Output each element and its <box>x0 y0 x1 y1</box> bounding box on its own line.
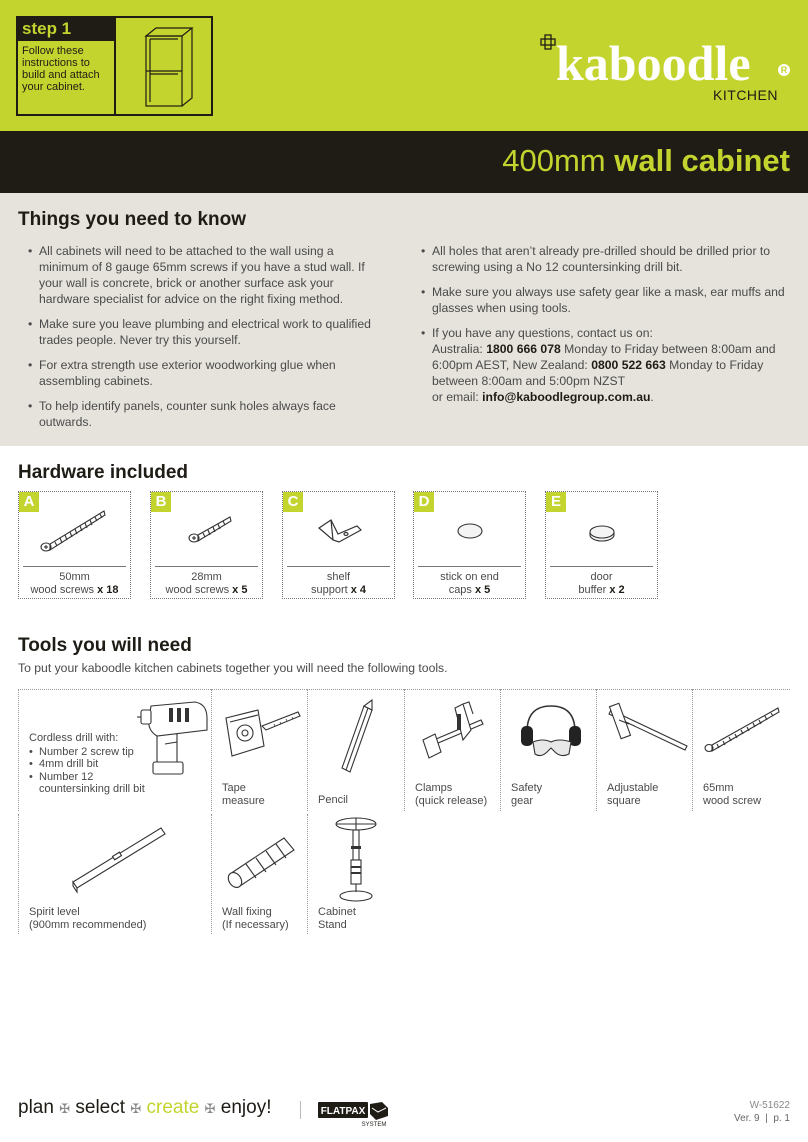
tool-label-line1: 65mm <box>703 782 734 794</box>
tool-label <box>415 782 487 807</box>
divider <box>550 566 653 567</box>
tool-label-line1: Safety <box>511 782 543 794</box>
divider <box>155 566 258 567</box>
hardware-item-a <box>18 491 131 599</box>
hardware-letter: A <box>19 492 39 512</box>
tool-wall-fixing <box>211 814 307 934</box>
hardware-type: caps <box>448 583 472 596</box>
nz-phone: 0800 522 663 <box>591 358 666 372</box>
hardware-item-c <box>282 491 395 599</box>
tool-tape-measure <box>211 689 307 811</box>
wall-plug-icon <box>222 826 302 888</box>
title-band <box>0 131 808 193</box>
hardware-type: wood screws <box>30 583 95 596</box>
tool-label-line1: Clamps <box>415 782 453 794</box>
slogan <box>18 1097 271 1119</box>
hardware-label <box>151 571 262 596</box>
flatpax-text: FLATPAX <box>320 1106 366 1117</box>
slogan-create: create <box>146 1097 200 1118</box>
tool-label-line2: square <box>607 794 641 807</box>
drill-bit-number: • Number 12 <box>39 770 94 783</box>
hardware-qty: x 2 <box>609 583 625 596</box>
safety-gear-icon <box>513 702 589 762</box>
clamp-icon <box>415 700 495 762</box>
hardware-qty: x 5 <box>475 583 491 596</box>
cordless-drill-icon <box>137 694 213 776</box>
divider <box>418 566 521 567</box>
tool-label <box>703 782 761 807</box>
hardware-label <box>19 571 130 596</box>
title-size: 400mm <box>502 143 606 178</box>
hardware-title: Hardware included <box>18 462 188 483</box>
version: Ver. 9 <box>734 1113 760 1124</box>
tool-label-line1: Cabinet <box>318 906 356 918</box>
contact-au-prefix: Australia: <box>432 342 487 356</box>
list-item: • For extra strength use exterior woodworking glue when assembling cabinets. <box>25 357 385 389</box>
know-left-list <box>25 243 385 439</box>
list-item: • All cabinets will need to be attached to the wall using a minimum of 8 gauge 65mm screws if you have a stud wall. If your wall is concrete, brick or another surface ask your hardware specialist for advice on the right fixing method. <box>25 243 385 307</box>
step-box <box>16 16 213 116</box>
hardware-name: stick on end <box>440 571 499 583</box>
tool-wood-screw <box>692 689 790 811</box>
cabinet-stand-icon <box>332 816 382 904</box>
know-right-list <box>418 243 790 414</box>
hardware-item-d <box>413 491 526 599</box>
cross-icon: ✠ <box>59 1101 71 1116</box>
tool-pencil <box>307 689 404 811</box>
tool-safety-gear <box>500 689 596 811</box>
tool-label <box>511 782 542 807</box>
hardware-label <box>546 571 657 596</box>
contact-email-prefix: or email: <box>432 390 483 404</box>
tool-label-line1: Adjustable <box>607 782 659 794</box>
tool-label-line2: gear <box>511 794 534 807</box>
logo-wordmark: kaboodle <box>556 35 751 91</box>
page-title <box>502 143 790 179</box>
drill-heading: Cordless drill with: <box>29 732 119 744</box>
drill-label <box>29 732 145 796</box>
contact-intro: If you have any questions, contact us on: <box>432 326 653 340</box>
cross-icon: ✠ <box>130 1101 142 1116</box>
contact-email[interactable]: info@kaboodlegroup.com.au <box>482 390 651 404</box>
slogan-select: select <box>75 1097 126 1118</box>
logo-subtitle: KITCHEN <box>713 87 778 103</box>
drill-bit-type: countersinking drill bit <box>39 783 145 795</box>
hardware-letter: E <box>546 492 566 512</box>
registered-mark-icon: R <box>778 64 790 76</box>
tool-label <box>222 906 289 931</box>
spirit-level-icon <box>69 822 169 894</box>
hardware-label <box>283 571 394 596</box>
tool-spirit-level <box>18 814 211 934</box>
wood-screw-icon <box>699 704 785 758</box>
tool-label-line2: Pencil <box>318 794 348 806</box>
hardware-qty: x 18 <box>97 583 119 596</box>
tool-label <box>222 782 265 807</box>
pencil-icon <box>332 698 382 774</box>
adjustable-square-icon <box>603 700 689 756</box>
contact-nz-hours: Monday to Friday between 8:00am and 5:00pm NZST <box>432 358 764 388</box>
list-item: • Number 2 screw tip <box>29 746 145 759</box>
tool-label-line2: (If necessary) <box>222 918 289 931</box>
hardware-letter: B <box>151 492 171 512</box>
tool-label-line2: wood screw <box>703 794 762 807</box>
drill-accessories-list <box>29 746 145 796</box>
tools-intro: To put your kaboodle kitchen cabinets together you will need the following tools. <box>18 661 448 675</box>
tool-label <box>318 906 356 931</box>
tool-label-line1: Spirit level <box>29 906 80 918</box>
hardware-label <box>414 571 525 596</box>
title-product: wall cabinet <box>614 143 790 178</box>
flatpax-logo <box>318 1100 390 1128</box>
tool-adjustable-square <box>596 689 692 811</box>
hardware-name: 50mm <box>59 571 90 583</box>
tool-clamps <box>404 689 500 811</box>
tool-label <box>318 794 348 807</box>
list-item <box>29 771 145 796</box>
hardware-name: shelf <box>326 571 351 583</box>
tool-label-line1: Tape <box>222 782 246 794</box>
cabinet-outline-icon <box>140 26 196 108</box>
things-to-know-title: Things you need to know <box>18 209 246 230</box>
slogan-plan: plan <box>18 1097 54 1118</box>
list-item: • To help identify panels, counter sunk holes always face outwards. <box>25 398 385 430</box>
tools-title: Tools you will need <box>18 635 192 656</box>
things-to-know-section <box>0 193 808 446</box>
logo-cross-icon <box>540 34 556 50</box>
au-phone: 1800 666 078 <box>486 342 561 356</box>
hardware-qty: x 5 <box>232 583 248 596</box>
list-item: • Make sure you always use safety gear like a mask, ear muffs and glasses when using tools. <box>418 284 790 316</box>
divider <box>23 566 126 567</box>
header-band <box>0 0 808 131</box>
tool-label <box>607 782 658 807</box>
tool-label-line1: Wall fixing <box>222 906 272 918</box>
tool-label <box>29 906 146 931</box>
tool-cabinet-stand <box>307 814 404 934</box>
contact-email-suffix: . <box>650 390 654 404</box>
divider <box>300 1101 301 1119</box>
hardware-item-b <box>150 491 263 599</box>
list-item: • Make sure you leave plumbing and electrical work to qualified trades people. Never try this yourself. <box>25 316 385 348</box>
hardware-letter: C <box>283 492 303 512</box>
hardware-letter: D <box>414 492 434 512</box>
flatpax-sub-text: SYSTEM <box>361 1122 387 1128</box>
step-divider <box>114 18 116 114</box>
document-code: W-51622 <box>749 1100 790 1111</box>
list-item: • 4mm drill bit <box>29 758 145 771</box>
hardware-item-e <box>545 491 658 599</box>
contact-item <box>418 325 790 405</box>
tool-drill <box>18 689 211 811</box>
hardware-type: wood screws <box>165 583 230 596</box>
tool-label-line2: (900mm recommended) <box>29 918 147 931</box>
cross-icon: ✠ <box>204 1101 216 1116</box>
tool-label-line2: (quick release) <box>415 794 488 807</box>
version-and-page: Ver. 9 | p. 1 <box>734 1113 790 1124</box>
slogan-enjoy: enjoy! <box>220 1097 272 1118</box>
page-number: p. 1 <box>773 1113 790 1124</box>
tool-label-line2: measure <box>222 794 265 807</box>
step-label: step 1 <box>18 18 114 41</box>
hardware-name: door <box>590 571 613 583</box>
divider <box>287 566 390 567</box>
list-item: • All holes that aren’t already pre-drilled should be drilled prior to screwing using a No 12 countersinking drill bit. <box>418 243 790 275</box>
hardware-type: buffer <box>578 583 607 596</box>
step-text: Follow these instructions to build and attach your cabinet. <box>22 45 100 93</box>
tool-label-line2: Stand <box>318 918 347 931</box>
hardware-qty: x 4 <box>350 583 367 596</box>
contact-au-hours: Monday to Friday between 8:00am and 6:00pm AEST, New Zealand: <box>432 342 776 372</box>
hardware-name: 28mm <box>191 571 222 583</box>
tape-measure-icon <box>218 704 304 760</box>
kaboodle-logo <box>540 34 790 104</box>
hardware-type: support <box>310 583 348 596</box>
